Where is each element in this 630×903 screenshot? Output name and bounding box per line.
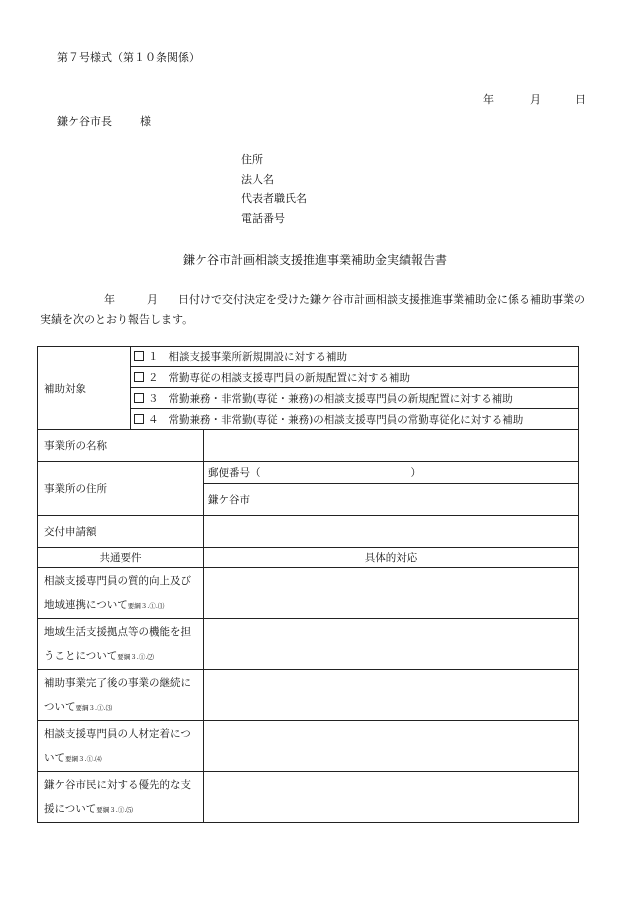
address-city: 鎌ケ谷市	[208, 494, 250, 506]
postal-code-close: ）	[410, 467, 421, 479]
requirement-response-field[interactable]	[204, 772, 579, 823]
requirement-row	[38, 619, 579, 670]
form-number: 第７号様式（第１０条関係）	[57, 51, 200, 64]
office-address-label: 事業所の住所	[38, 462, 204, 516]
postal-code-label: 郵便番号（	[208, 467, 261, 479]
checkbox-icon[interactable]	[134, 393, 144, 403]
statement-text: 日付けで交付決定を受けた鎌ケ谷市計画相談支援推進事業補助金に係る補助事業の実績を次のとおり報告します。	[40, 293, 585, 326]
report-statement	[40, 290, 590, 330]
requirement-response-field[interactable]	[204, 670, 579, 721]
subsidy-option-4[interactable]: ４ 常勤兼務・非常勤(専従・兼務)の相談支援専門員の常勤専従化に対する補助	[131, 409, 579, 430]
address-field[interactable]	[204, 484, 579, 516]
common-requirements-header: 共通要件	[38, 548, 204, 568]
requirement-reference: 要綱３.①.⑷	[65, 755, 102, 763]
postal-code-field[interactable]	[204, 462, 579, 484]
office-name-label: 事業所の名称	[38, 430, 204, 462]
report-form-table	[37, 346, 579, 823]
requirement-label: 地域生活支援拠点等の機能を担うことについて要綱３.①.⑵	[38, 619, 204, 670]
grant-amount-label: 交付申請額	[38, 516, 204, 548]
checkbox-icon[interactable]	[134, 372, 144, 382]
requirement-label: 補助事業完了後の事業の継続について要綱３.①.⑶	[38, 670, 204, 721]
statement-year: 年	[104, 293, 115, 306]
office-name-field[interactable]	[204, 430, 579, 462]
date-day-label: 日	[575, 93, 586, 106]
office-name-row	[38, 430, 579, 462]
date-month-label: 月	[530, 93, 541, 106]
addressee-suffix: 様	[140, 115, 151, 128]
subsidy-target-label: 補助対象	[38, 347, 131, 430]
specific-measures-header: 具体的対応	[204, 548, 579, 568]
requirement-reference: 要綱３.①.⑵	[117, 653, 154, 661]
requirement-row	[38, 670, 579, 721]
requirement-reference: 要綱３.①.⑴	[127, 602, 165, 610]
statement-month: 月	[147, 293, 158, 306]
subsidy-option-2[interactable]: ２ 常勤専従の相談支援専門員の新規配置に対する補助	[131, 367, 579, 388]
requirements-header-row	[38, 548, 579, 568]
grant-amount-row	[38, 516, 579, 548]
requirement-response-field[interactable]	[204, 721, 579, 772]
requirement-row	[38, 721, 579, 772]
applicant-corporation-label: 法人名	[241, 172, 274, 186]
office-address-row	[38, 462, 579, 484]
requirement-response-field[interactable]	[204, 619, 579, 670]
requirement-response-field[interactable]	[204, 568, 579, 619]
requirement-reference: 要綱３.①.⑸	[96, 806, 133, 814]
requirement-row	[38, 568, 579, 619]
grant-amount-field[interactable]	[204, 516, 579, 548]
requirement-row	[38, 772, 579, 823]
document-title: 鎌ケ谷市計画相談支援推進事業補助金実績報告書	[182, 253, 447, 267]
requirement-reference: 要綱３.①.⑶	[75, 704, 113, 712]
addressee-name: 鎌ケ谷市長	[57, 115, 112, 128]
checkbox-icon[interactable]	[134, 351, 144, 361]
requirement-label: 相談支援専門員の人材定着について要綱３.①.⑷	[38, 721, 204, 772]
checkbox-icon[interactable]	[134, 414, 144, 424]
applicant-address-label: 住所	[241, 153, 263, 166]
subsidy-option-3[interactable]: ３ 常勤兼務・非常勤(専従・兼務)の相談支援専門員の新規配置に対する補助	[131, 388, 579, 409]
applicant-representative-label: 代表者職氏名	[241, 192, 307, 205]
subsidy-target-row	[38, 347, 579, 367]
applicant-block	[241, 150, 307, 228]
requirement-label: 相談支援専門員の質的向上及び地域連携について要綱３.①.⑴	[38, 568, 204, 619]
subsidy-option-1[interactable]: １ 相談支援事業所新規開設に対する補助	[131, 347, 579, 367]
applicant-phone-label: 電話番号	[241, 211, 285, 225]
requirement-label: 鎌ケ谷市民に対する優先的な支援について要綱３.①.⑸	[38, 772, 204, 823]
addressee	[57, 113, 151, 129]
date-year-label: 年	[483, 93, 494, 106]
